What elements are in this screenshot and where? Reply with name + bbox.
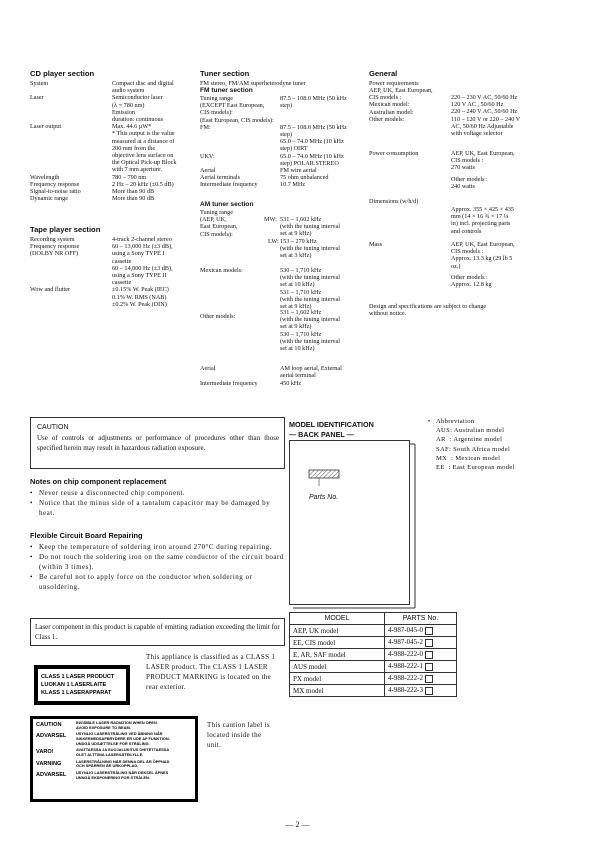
am-other-value: 531 – 1,602 kHz (with the tuning interval set at 9 kHz) 530 – 1,710 kHz (with the tuning interval set at 10 kHz)	[280, 309, 340, 353]
consumption-label: Power consumption	[369, 150, 419, 157]
back-panel-outline	[290, 441, 410, 605]
caution-label-row	[36, 721, 192, 730]
checkbox-icon	[425, 627, 433, 635]
checkbox-icon	[425, 639, 433, 647]
am-lw-label: LW:	[268, 238, 279, 245]
parts-cell: 4-988-222-2	[385, 673, 457, 685]
back-panel-diagram	[289, 440, 424, 610]
spec-label: (East European, CIS models): FM:	[200, 116, 274, 131]
caution-label-language: VARNING	[36, 760, 62, 767]
spec-value: More than 90 dB	[112, 188, 155, 195]
abbreviation-item: EE : East European model	[436, 464, 515, 472]
caution-label-description: This caution label is located inside the unit.	[207, 721, 270, 749]
table-row	[290, 661, 457, 673]
cd-section-title: CD player section	[30, 69, 95, 78]
parts-cell: 4-987-045-2	[385, 637, 457, 649]
parts-label-location	[309, 470, 339, 478]
general-spec-list	[369, 80, 569, 320]
am-tuner-heading: AM tuner section	[200, 201, 254, 208]
abbreviation-item: SAF: South Africa model	[436, 445, 511, 453]
spec-label: UKV:	[200, 152, 215, 160]
spec-value: 87.5 – 108.0 MHz (50 kHz step)	[280, 95, 347, 110]
table-row	[290, 685, 457, 697]
flex-repair-item: • Be careful not to apply force on the conductor when soldering or unsoldering.	[30, 573, 253, 591]
spec-value: 60 – 13,000 Hz (±3 dB), using a Sony TYPE I cassette 60 – 14,000 Hz (±3 dB), using a Sony TYPE II cassette	[112, 243, 173, 287]
spec-value: 87.5 – 108.0 MHz (50 kHz step) 65.0 – 74.0 MHz (10 kHz step) OIRT	[280, 123, 347, 153]
spec-value: Max. 44.6 µW* * This output is the value measured at a distance of 200 mm from the objective lens surface on the Optical Pick-up Block with 7 mm aperture.	[112, 123, 177, 174]
class1-line: KLASS 1 LASERAPPARAT	[41, 690, 112, 696]
parts-cell: 4-988-222-0	[385, 649, 457, 661]
fm-tuner-heading: FM tuner section	[200, 87, 253, 94]
abbreviation-item: AR : Argentine model	[436, 436, 503, 444]
spec-label: Aerial terminals	[200, 174, 241, 182]
parts-cell: 4-987-045-0	[385, 625, 457, 637]
spec-label: Laser output	[30, 123, 62, 131]
spec-label: Wavelength	[30, 173, 60, 181]
power-req-values: 220 – 230 V AC, 50/60 Hz 120 V AC , 50/60 Hz 220 – 240 V AC, 50/60 Hz 110 – 120 V or 220 – 240 V AC, 50/60 Hz Adjustable with voltage selector	[451, 94, 521, 138]
spec-label: Frequency response (DOLBY NR OFF)	[30, 243, 80, 258]
abbreviation-item: MX : Mexican model	[436, 454, 501, 462]
tape-spec-list	[30, 236, 195, 326]
caution-label-text: AVATTAESSA JA SUOJALUKITUS OHITETTAESSA OLET ALTTIINA LASERSÄTEILYLLE.	[76, 747, 170, 757]
spec-value: ±0.15% W. Peak (IEC) 0.1% W. RMS (NAB) ±0.2% W. Peak (DIN)	[112, 286, 169, 308]
am-mexican-label: Mexican models:	[200, 267, 243, 274]
consumption-value: AEP, UK, East European, CIS models : 270 watts	[451, 150, 515, 172]
checkbox-icon	[425, 687, 433, 695]
checkbox-icon	[425, 675, 433, 683]
class1-line: LUOKAN 1 LASERLAITE	[41, 682, 107, 688]
am-mw-value: 531 – 1,602 kHz (with the tuning interval set at 9 kHz)	[280, 216, 340, 238]
am-if-value: 450 kHz	[280, 380, 302, 387]
tuner-section-title: Tuner section	[200, 69, 250, 78]
consumption-other: Other models : 240 watts	[451, 176, 488, 191]
caution-label-text: LASERSTRÅLNING NÄR DENNA DEL ÄR ÖPPNAD OCH SPÄRREN ÄR URKOPPLAD.	[76, 758, 170, 769]
spec-value: 4-track 2-channel stereo	[112, 236, 172, 243]
dimensions-value: Approx. 355 × 425 × 435 mm (14 × 16 ¾ × 17 ¼ in) incl. projecting parts and controls	[451, 206, 515, 235]
model-table-body	[290, 625, 457, 697]
abbreviation-title: • Abbreviation	[428, 418, 475, 425]
am-spec-list	[200, 209, 365, 389]
am-aerial-value: AM loop aerial, External aerial terminal	[280, 365, 342, 380]
table-header-model: MODEL	[290, 613, 385, 625]
flex-repair-item: • Do not touch the soldering iron on the same conductor of the circuit board (within 3 times).	[30, 553, 284, 571]
table-header-row	[290, 613, 457, 625]
caution-title: CAUTION	[37, 424, 69, 431]
spec-label: Laser	[30, 94, 44, 102]
spec-value: More than 90 dB	[112, 195, 155, 203]
mass-label: Mass	[369, 241, 383, 248]
model-id-subtitle: — BACK PANEL —	[289, 430, 354, 439]
spec-label: Dynamic range	[30, 195, 68, 203]
design-note: Design and specifications are subject to change without notice.	[369, 303, 487, 318]
table-row	[290, 673, 457, 685]
abbreviation-item: AUS: Australian model	[436, 427, 505, 435]
model-cell: AUS model	[290, 661, 385, 673]
caution-label-row	[36, 748, 192, 757]
caution-box	[30, 417, 285, 469]
model-cell: MX model	[290, 685, 385, 697]
dimensions-label: Dimensions (w/h/d)	[369, 198, 419, 205]
caution-label-text: INVISIBLE LASER RADIATION WHEN OPEN. AVOID EXPOSURE TO BEAM.	[76, 720, 158, 730]
parts-cell: 4-988-222-1	[385, 661, 457, 673]
caution-label-row	[36, 771, 192, 780]
power-req-label: Power requirements	[369, 80, 419, 87]
caution-inside-label	[30, 716, 198, 802]
spec-value: 2 Hz – 20 kHz (±0.5 dB)	[112, 180, 174, 188]
caution-label-text: USYNLIG LASERSTRÅLING NÅR DEKSEL ÅPNES UNNGÅ EKSPONERING FOR STRÅLEN.	[76, 770, 169, 780]
spec-label: Aerial	[200, 167, 216, 174]
class1-line: CLASS 1 LASER PRODUCT	[41, 674, 115, 680]
table-row	[290, 625, 457, 637]
chip-notes-title: Notes on chip component replacement	[30, 477, 167, 486]
model-cell: AEP, UK model	[290, 625, 385, 637]
class1-label-inner	[38, 669, 126, 701]
spec-value: 65.0 – 74.0 MHz (10 kHz step) POLAR.STEREO	[280, 152, 344, 167]
table-header-parts: PARTS No.	[385, 613, 457, 625]
am-if-label: Intermediate frequency	[200, 380, 258, 387]
table-row	[290, 649, 457, 661]
spec-value: 10.7 MHz	[280, 181, 306, 189]
parts-no-callout: Parts No.	[309, 494, 339, 501]
parts-cell: 4-988-222-3	[385, 685, 457, 697]
mass-other: Other models : Approx. 12.8 kg	[451, 274, 492, 289]
flex-repair-list	[30, 542, 285, 592]
am-mexican-value: 530 – 1,710 kHz (with the tuning interval set at 10 kHz) 531 – 1,710 kHz (with the tuning interval set at 9 kHz)	[280, 267, 340, 311]
chip-note-item: • Notice that the minus side of a tantalum capacitor may be damaged by heat.	[30, 499, 271, 517]
flex-repair-title: Flexible Circuit Board Repairing	[30, 531, 143, 540]
mass-value: AEP, UK, East European, CIS models : Approx. 13.3 kg (29 lb 5 oz.)	[451, 241, 515, 270]
model-cell: PX model	[290, 673, 385, 685]
tape-section-title: Tape player section	[30, 225, 101, 234]
caution-label-language: VARO!	[36, 749, 54, 756]
spec-value: Semiconductor laser (λ = 780 nm) Emission duration: continuous	[112, 94, 164, 123]
am-mw-label: MW:	[264, 216, 277, 223]
caution-label-language: ADVARSEL	[36, 733, 67, 740]
spec-label: Tuning range (EXCEPT East European, CIS models):	[200, 95, 265, 117]
spec-label: Frequency response	[30, 180, 80, 188]
laser-component-box	[30, 618, 285, 646]
chip-note-item: • Never reuse a disconnected chip component.	[30, 489, 186, 497]
chip-notes-list	[30, 488, 285, 518]
checkbox-icon	[425, 651, 433, 659]
class1-laser-label	[34, 665, 130, 705]
spec-value: 780 – 790 nm	[112, 173, 147, 181]
caution-label-inner	[33, 719, 195, 799]
model-id-title-line: MODEL IDENTIFICATION	[289, 420, 374, 429]
spec-label: Intermediate frequency	[200, 181, 258, 189]
caution-text: Use of controls or adjustments or performance of procedures other than those specified herein may result in hazardous radiation exposure.	[37, 434, 279, 452]
tuner-intro: FM stereo, FM/AM superheterodyne tuner	[200, 80, 306, 87]
am-other-label: Other models:	[200, 313, 236, 320]
general-section-title: General	[369, 69, 398, 78]
model-cell: EE, CIS model	[290, 637, 385, 649]
model-parts-table	[289, 612, 457, 697]
table-row	[290, 637, 457, 649]
am-range-label: Tuning range (AEP, UK, East European, CIS models):	[200, 209, 238, 238]
spec-label: Signal-to-noise ratio	[30, 188, 81, 195]
caution-label-row	[36, 732, 192, 746]
spec-value: Compact disc and digital audio system	[112, 80, 174, 95]
model-cell: E, AR, SAF model	[290, 649, 385, 661]
caution-label-language: CAUTION	[36, 722, 62, 728]
model-id-title	[289, 420, 374, 440]
laser-component-text: Laser component in this product is capable of emitting radiation exceeding the limit for Class 1.	[35, 623, 280, 641]
page-number: — 2 —	[285, 820, 310, 829]
abbreviation-list	[428, 417, 515, 472]
power-req-models: AEP, UK, East European, CIS models : Mexican model: Australian model: Other models:	[369, 87, 433, 123]
spec-value: 75 ohm unbalanced	[280, 174, 329, 182]
am-lw-value: 153 – 279 kHz (with the tuning interval set at 3 kHz)	[280, 238, 340, 260]
spec-label: Wow and flutter	[30, 286, 71, 294]
caution-label-text: USYNLIG LASERSTRÅLING VED ÅBNING NÅR SIKKERHEDSAFBRYDERE ER UDE AF FUNKTION. UNDGÅ UDSÆTTELSE FOR STRÅLING.	[76, 731, 170, 746]
checkbox-icon	[425, 663, 433, 671]
caution-label-row	[36, 760, 192, 769]
am-aerial-label: Aerial	[200, 365, 216, 372]
spec-label: System	[30, 80, 49, 87]
class1-description: This appliance is classified as a CLASS 1 LASER product. The CLASS 1 LASER PRODUCT MARKING is located on the rear exterior.	[146, 653, 276, 691]
spec-value: FM wire aerial	[280, 167, 317, 174]
spec-label: Recording system	[30, 236, 75, 243]
flex-repair-item: • Keep the temperature of soldering iron around 270°C during repairing.	[30, 543, 272, 551]
cd-spec-list	[30, 80, 195, 220]
caution-label-language: ADVARSEL	[36, 772, 67, 779]
fm-spec-list	[200, 95, 365, 205]
